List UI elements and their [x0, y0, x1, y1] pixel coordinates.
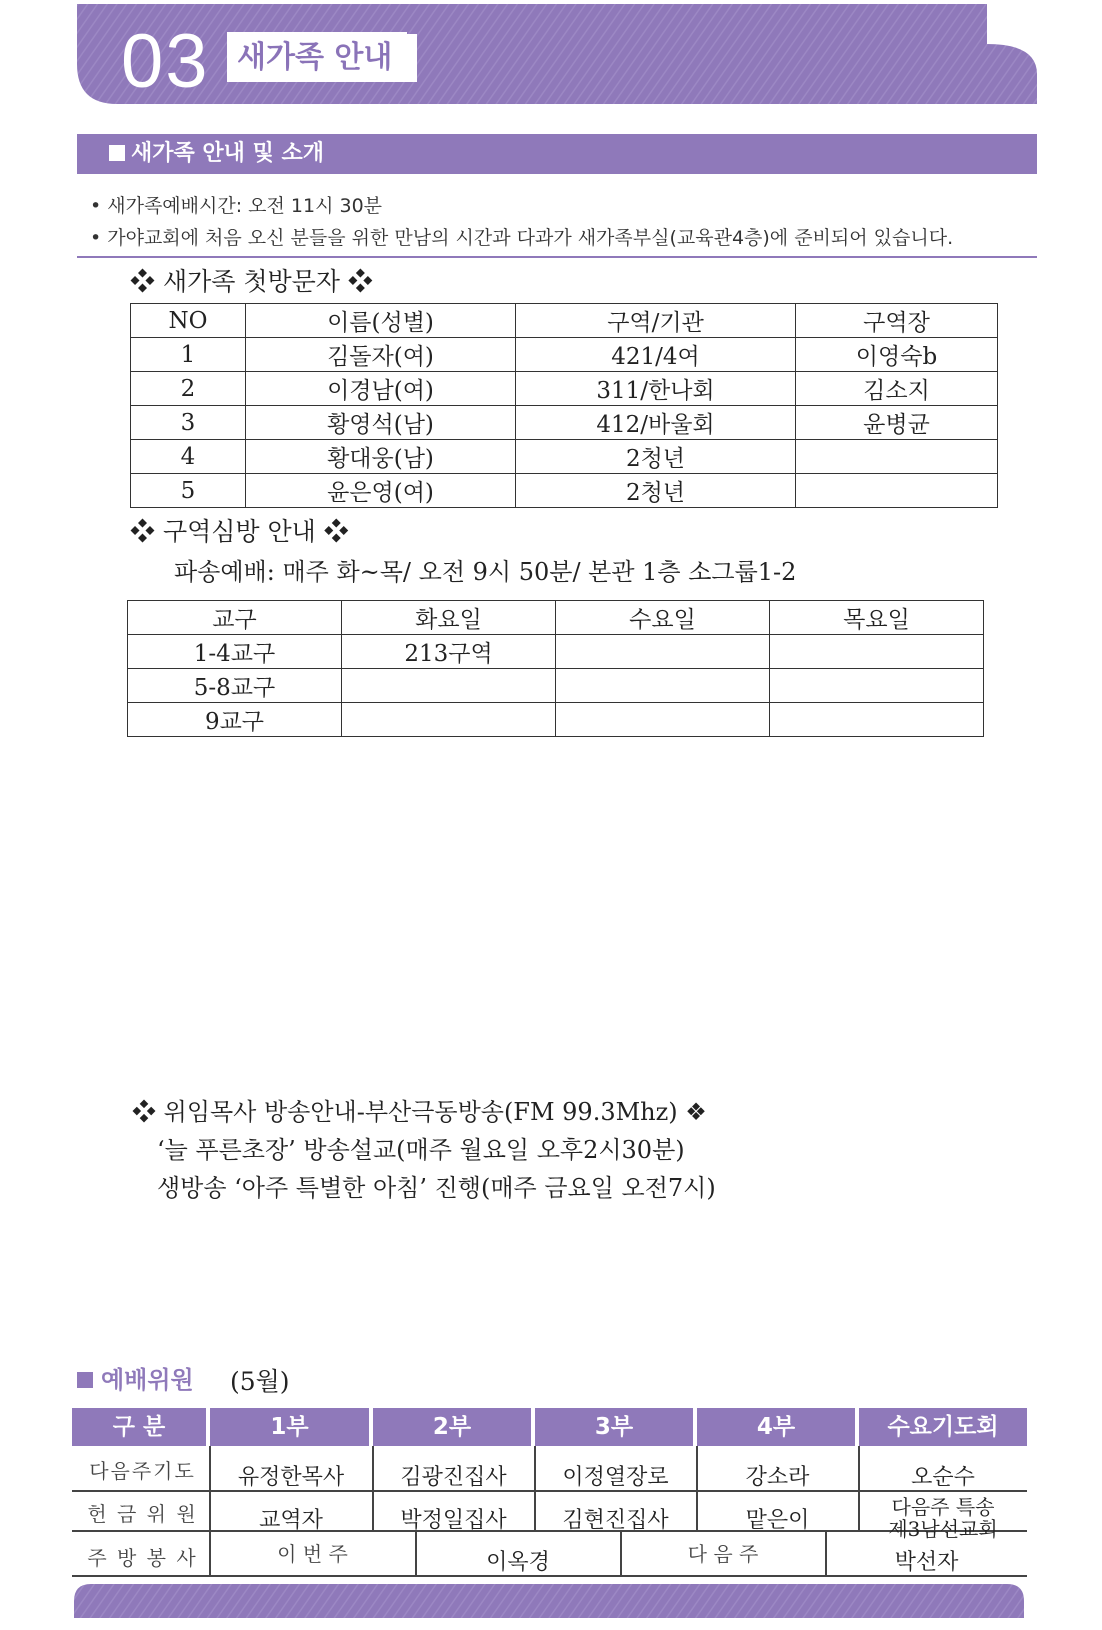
- table-row: [131, 406, 998, 440]
- offering-cell: 교역자: [259, 1508, 323, 1533]
- header-cell: 교구: [128, 601, 342, 635]
- footer-band: [74, 1584, 1024, 1618]
- prayer-cell: 이정열장로: [562, 1465, 669, 1490]
- cell: 이영숙b: [796, 338, 998, 372]
- table-row: [131, 372, 998, 406]
- offering-cell: 맡은이: [745, 1508, 810, 1533]
- cell: 311/한나회: [516, 372, 796, 406]
- table-row: [128, 635, 984, 669]
- worship-month: (5월): [230, 1367, 290, 1396]
- bullet-item: • 가야교회에 처음 오신 분들을 위한 만남의 시간과 다과가 새가족부실(교육관4층)에 준비되어 있습니다.: [90, 227, 954, 249]
- worship-header-cell: 2부: [373, 1408, 531, 1446]
- kitchen-this-label: 이 번 주: [277, 1542, 348, 1566]
- header-cell: 이름(성별): [246, 304, 516, 338]
- cell: 윤은영(여): [246, 474, 516, 508]
- table-row: [128, 669, 984, 703]
- broadcast-line: ‘늘 푸른초장’ 방송설교(매주 월요일 오후2시30분): [157, 1136, 685, 1164]
- cell: [556, 669, 770, 703]
- chapter-number: 03: [121, 19, 210, 104]
- cell: 421/4여: [516, 338, 796, 372]
- table-row: [131, 474, 998, 508]
- prayer-cell: 김광진집사: [400, 1465, 507, 1490]
- cell: 황대웅(남): [246, 440, 516, 474]
- worship-header-cell: 1부: [210, 1408, 369, 1446]
- cell: [770, 635, 984, 669]
- square-bullet-icon: [77, 1372, 93, 1388]
- offering-cell: 김현진집사: [562, 1508, 669, 1533]
- cell: 9교구: [128, 703, 342, 737]
- cell: 황영석(남): [246, 406, 516, 440]
- visitors-heading: ❖ 새가족 첫방문자 ❖: [130, 267, 373, 296]
- cell: [342, 703, 556, 737]
- worship-title: [77, 1360, 194, 1395]
- cell: 5-8교구: [128, 669, 342, 703]
- row-label: 다음주기도: [89, 1459, 196, 1483]
- worship-header-cell: 3부: [535, 1408, 693, 1446]
- cell: [770, 669, 984, 703]
- offering-wed-cell: [859, 1496, 1027, 1540]
- header-cell: 수요일: [556, 601, 770, 635]
- visitors-table: [130, 303, 998, 508]
- broadcast-heading: ❖ 위임목사 방송안내-부산극동방송(FM 99.3Mhz) ❖: [132, 1098, 707, 1126]
- cell: 1-4교구: [128, 635, 342, 669]
- footer-band-shape: [74, 1584, 1024, 1618]
- table-row: [131, 338, 998, 372]
- header-cell: 구역장: [796, 304, 998, 338]
- cell: 4: [131, 440, 246, 474]
- table-row: [131, 440, 998, 474]
- prayer-cell: 유정한목사: [237, 1465, 345, 1490]
- offering-cell: 박정일집사: [400, 1508, 507, 1533]
- page-header: [77, 4, 1037, 110]
- worship-header-cell: 구 분: [72, 1408, 206, 1446]
- worship-header-cell: 수요기도회: [859, 1408, 1027, 1446]
- bullet-item: • 새가족예배시간: 오전 11시 30분: [90, 195, 383, 217]
- cell: [342, 669, 556, 703]
- row-label: 헌 금 위 원: [87, 1502, 198, 1526]
- offering-wed-line: 제3남선교회: [888, 1517, 998, 1541]
- visit-table: [127, 600, 984, 737]
- kitchen-this-name: 이옥경: [486, 1550, 550, 1575]
- cell: 2청년: [516, 440, 796, 474]
- kitchen-next-label: 다 음 주: [687, 1542, 759, 1566]
- table-row: [128, 703, 984, 737]
- prayer-cell: 오순수: [911, 1465, 975, 1490]
- cell: 3: [131, 406, 246, 440]
- divider: [77, 256, 1037, 258]
- cell: 2청년: [516, 474, 796, 508]
- section-bar: [77, 134, 1037, 174]
- worship-header-cell: 4부: [697, 1408, 855, 1446]
- row-label: 주 방 봉 사: [87, 1546, 198, 1570]
- cell: [796, 474, 998, 508]
- cell: [796, 440, 998, 474]
- worship-title-text: 예배위원: [101, 1366, 194, 1394]
- cell: [556, 703, 770, 737]
- cell: 412/바울회: [516, 406, 796, 440]
- cell: [556, 635, 770, 669]
- visit-info: 파송예배: 매주 화~목/ 오전 9시 50분/ 본관 1층 소그룹1-2: [174, 558, 797, 586]
- header-band-shape: [77, 4, 1037, 110]
- table-header-row: [128, 601, 984, 635]
- cell: 김소지: [796, 372, 998, 406]
- section-title: 새가족 안내 및 소개: [131, 141, 324, 166]
- cell: 5: [131, 474, 246, 508]
- info-bullets: [90, 190, 953, 254]
- cell: 김돌자(여): [246, 338, 516, 372]
- header-cell: NO: [131, 304, 246, 338]
- cell: [770, 703, 984, 737]
- header-cell: 목요일: [770, 601, 984, 635]
- cell: 윤병균: [796, 406, 998, 440]
- cell: 213구역: [342, 635, 556, 669]
- cell: 2: [131, 372, 246, 406]
- header-cell: 화요일: [342, 601, 556, 635]
- header-cell: 구역/기관: [516, 304, 796, 338]
- chapter-title: 새가족 안내: [227, 34, 417, 82]
- broadcast-line: 생방송 ‘아주 특별한 아침’ 진행(매주 금요일 오전7시): [157, 1174, 716, 1202]
- square-bullet-icon: [109, 145, 125, 161]
- offering-wed-line: 다음주 특송: [891, 1495, 995, 1519]
- prayer-cell: 강소라: [745, 1465, 810, 1490]
- table-header-row: [131, 304, 998, 338]
- kitchen-next-name: 박선자: [894, 1550, 959, 1575]
- cell: 1: [131, 338, 246, 372]
- visit-heading: ❖ 구역심방 안내 ❖: [130, 517, 349, 546]
- cell: 이경남(여): [246, 372, 516, 406]
